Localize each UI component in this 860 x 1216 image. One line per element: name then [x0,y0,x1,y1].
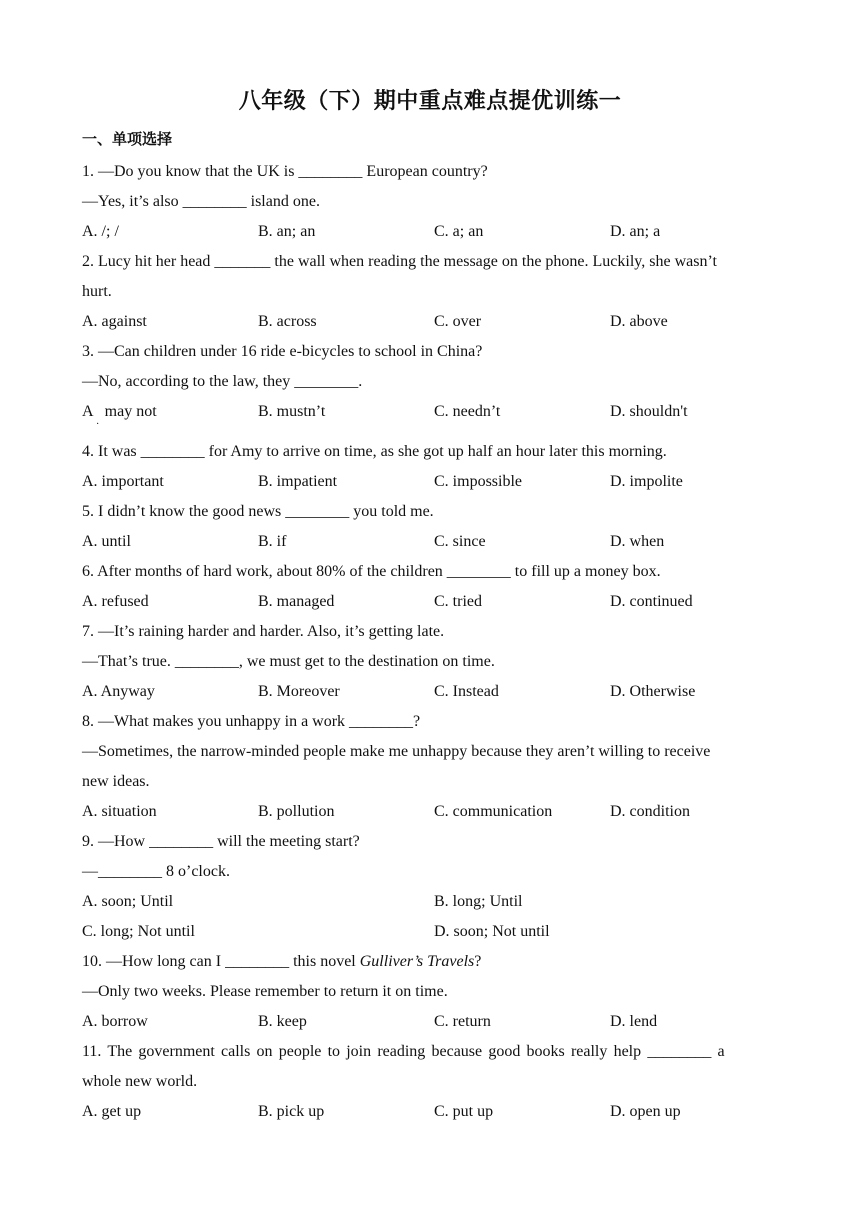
question-6-option-a: A. refused [82,593,149,610]
question-2-line-1: 2. Lucy hit her head _______ the wall when reading the message on the phone. Luckily, she wasn’t [82,253,717,270]
question-11-option-c: C. put up [434,1103,494,1120]
question-9-option-a: A. soon; Until [82,893,174,910]
question-11-option-a: A. get up [82,1103,142,1120]
question-8-option-d: D. condition [610,803,690,820]
question-8-line-2: —Sometimes, the narrow-minded people make me unhappy because they aren’t willing to receive [82,743,711,760]
question-1-line-1: 1. —Do you know that the UK is ________ European country? [82,163,488,180]
question-1-option-a: A. /; / [82,223,119,240]
question-10-option-b: B. keep [258,1013,307,1030]
question-10-question-mark: ? [474,953,482,970]
question-9-option-c: C. long; Not until [82,923,195,940]
question-4-option-d: D. impolite [610,473,683,490]
stray-dot-mark: · [96,419,100,430]
question-7-option-c: C. Instead [434,683,499,700]
question-5-option-b: B. if [258,533,287,550]
question-5-option-d: D. when [610,533,665,550]
question-3-option-d: D. shouldn't [610,403,688,420]
question-10-option-c: C. return [434,1013,491,1030]
question-11-line-2: whole new world. [82,1073,198,1090]
section-heading: 一、单项选择 [82,130,173,148]
question-3-option-b: B. mustn’t [258,403,326,420]
question-10-option-d: D. lend [610,1013,658,1030]
question-2-option-d: D. above [610,313,668,330]
question-7-option-d: D. Otherwise [610,683,696,700]
question-11-option-b: B. pick up [258,1103,325,1120]
question-4-option-c: C. impossible [434,473,523,490]
question-6-option-c: C. tried [434,593,482,610]
question-9-line-1: 9. —How ________ will the meeting start? [82,833,360,850]
question-5-option-a: A. until [82,533,131,550]
question-10-line-2: —Only two weeks. Please remember to return it on time. [82,983,448,1000]
question-9-option-b: B. long; Until [434,893,523,910]
question-6-option-d: D. continued [610,593,693,610]
question-4-line-1: 4. It was ________ for Amy to arrive on time, as she got up half an hour later this morning. [82,443,667,460]
question-3-option-a: A may not [82,403,157,420]
question-8-option-a: A. situation [82,803,157,820]
question-7-option-a: A. Anyway [82,683,155,700]
question-9-line-2: —________ 8 o’clock. [82,863,230,880]
page-title: 八年级（下）期中重点难点提优训练一 [238,89,622,114]
question-7-line-2: —That’s true. ________, we must get to the destination on time. [82,653,495,670]
question-2-option-a: A. against [82,313,147,330]
question-3-option-c: C. needn’t [434,403,501,420]
question-1-option-d: D. an; a [610,223,661,240]
question-1-option-b: B. an; an [258,223,316,240]
question-4-option-b: B. impatient [258,473,338,490]
question-11-line-1: 11. The government calls on people to join reading because good books really help ________ a [82,1043,725,1060]
question-10-option-a: A. borrow [82,1013,148,1030]
question-9-option-d: D. soon; Not until [434,923,550,940]
question-2-option-c: C. over [434,313,482,330]
question-1-line-2: —Yes, it’s also ________ island one. [82,193,320,210]
question-10-book-title: Gulliver’s Travels [359,953,475,970]
question-6-option-b: B. managed [258,593,335,610]
question-5-option-c: C. since [434,533,486,550]
question-8-line-1: 8. —What makes you unhappy in a work ________? [82,713,421,730]
question-8-option-b: B. pollution [258,803,335,820]
question-7-option-b: B. Moreover [258,683,340,700]
question-3-line-2: —No, according to the law, they ________. [82,373,363,390]
question-4-option-a: A. important [82,473,164,490]
question-1-option-c: C. a; an [434,223,484,240]
question-6-line-1: 6. After months of hard work, about 80% of the children ________ to fill up a money box. [82,563,661,580]
question-11-option-d: D. open up [610,1103,681,1120]
question-2-option-b: B. across [258,313,317,330]
question-7-line-1: 7. —It’s raining harder and harder. Also, it’s getting late. [82,623,445,640]
question-8-line-3: new ideas. [82,773,150,790]
question-8-option-c: C. communication [434,803,553,820]
question-3-line-1: 3. —Can children under 16 ride e-bicycles to school in China? [82,343,483,360]
question-2-line-2: hurt. [82,283,112,300]
question-10-line-1-text: 10. —How long can I ________ this novel [82,953,360,970]
question-10-line-1 [82,952,481,972]
question-5-line-1: 5. I didn’t know the good news ________ you told me. [82,503,434,520]
